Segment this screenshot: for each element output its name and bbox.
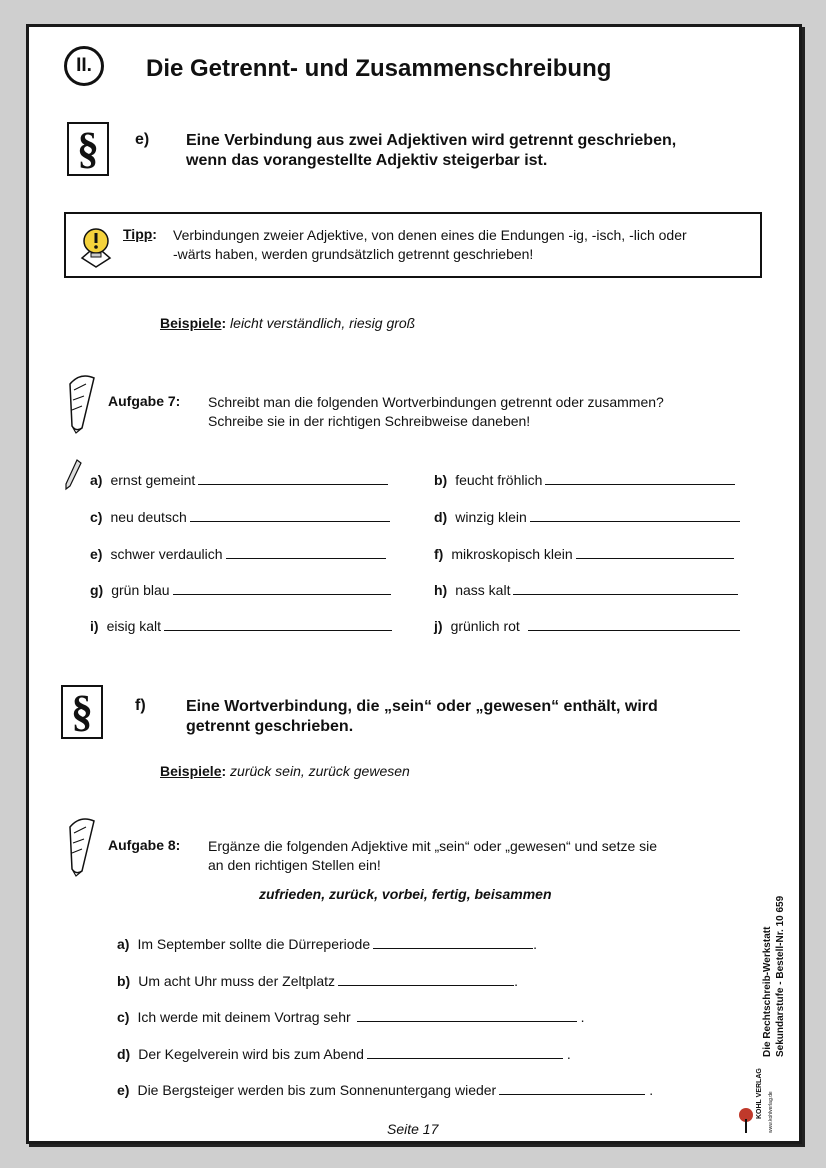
task8-label: Aufgabe 8: <box>108 837 181 853</box>
item-end: . <box>533 936 538 952</box>
task8-item-c[interactable] <box>117 1007 585 1025</box>
task7-item-a[interactable] <box>90 470 388 488</box>
answer-blank[interactable] <box>373 934 533 949</box>
item-letter: d) <box>434 509 448 525</box>
sidebar-line2: Sekundarstufe - Bestell-Nr. 10 659 <box>775 895 786 1057</box>
lightbulb-warning-icon <box>80 226 112 268</box>
item-text: Die Bergsteiger werden bis zum Sonnenuntergang wieder <box>137 1082 497 1098</box>
examples-label: Beispiele <box>160 315 222 331</box>
task7-item-g[interactable] <box>90 580 391 598</box>
task7-item-j[interactable] <box>434 616 740 634</box>
task7-item-c[interactable] <box>90 507 390 525</box>
task7-item-i[interactable] <box>90 616 392 634</box>
small-pencil-icon <box>64 459 82 491</box>
paragraph-icon: § <box>67 122 109 176</box>
task7-item-h[interactable] <box>434 580 738 598</box>
tip-box <box>64 212 762 278</box>
task8-item-e[interactable] <box>117 1080 653 1098</box>
item-letter: e) <box>90 546 103 562</box>
task7-text <box>208 393 664 431</box>
item-letter: c) <box>117 1009 130 1025</box>
examples-colon: : <box>221 763 227 779</box>
answer-blank[interactable] <box>198 470 388 485</box>
item-text: grünlich rot <box>450 618 520 634</box>
item-text: feucht fröhlich <box>455 472 543 488</box>
rule-e-text <box>186 131 676 171</box>
item-text: neu deutsch <box>110 509 187 525</box>
rule-f-line1: Eine Wortverbindung, die „sein“ oder „gewesen“ enthält, wird <box>186 698 658 715</box>
page-title: Die Getrennt- und Zusammenschreibung <box>146 55 612 82</box>
answer-blank[interactable] <box>190 507 390 522</box>
task7-item-b[interactable] <box>434 470 735 488</box>
worksheet-page <box>26 24 802 1144</box>
answer-blank[interactable] <box>499 1080 645 1095</box>
item-end: . <box>514 973 518 989</box>
task7-label: Aufgabe 7: <box>108 393 181 409</box>
tip-line1: Verbindungen zweier Adjektive, von denen eines die Endungen -ig, -isch, -lich oder <box>173 227 687 243</box>
tip-label: Tipp <box>123 226 153 242</box>
item-text: Ich werde mit deinem Vortrag sehr <box>137 1009 351 1025</box>
rule-e-line2: wenn das vorangestellte Adjektiv steigerbar ist. <box>186 152 548 169</box>
task7-item-d[interactable] <box>434 507 740 525</box>
task7-line2: Schreibe sie in der richtigen Schreibweise daneben! <box>208 413 531 429</box>
item-letter: a) <box>90 472 103 488</box>
item-end: . <box>566 1046 571 1062</box>
answer-blank[interactable] <box>164 616 392 631</box>
task8-line1: Ergänze die folgenden Adjektive mit „sein“ oder „gewesen“ und setze sie <box>208 838 658 854</box>
task7-line1: Schreibt man die folgenden Wortverbindungen getrennt oder zusammen? <box>208 394 664 410</box>
tip-label-wrap <box>123 226 157 244</box>
item-letter: i) <box>90 618 99 634</box>
publisher-url: www.kohlverlag.de <box>768 1091 774 1133</box>
answer-blank[interactable] <box>528 616 740 631</box>
task8-item-b[interactable] <box>117 971 518 989</box>
examples-label: Beispiele <box>160 763 222 779</box>
item-text: ernst gemeint <box>110 472 196 488</box>
item-end: . <box>580 1009 585 1025</box>
item-text: Im September sollte die Dürreperiode <box>137 936 371 952</box>
item-text: grün blau <box>111 582 170 598</box>
publisher-logo <box>738 1067 784 1135</box>
item-letter: j) <box>434 618 443 634</box>
item-letter: b) <box>434 472 448 488</box>
task7-item-e[interactable] <box>90 544 386 562</box>
task8-text <box>208 837 657 875</box>
answer-blank[interactable] <box>357 1007 577 1022</box>
examples-colon: : <box>221 315 227 331</box>
item-letter: g) <box>90 582 104 598</box>
word-bank: zufrieden, zurück, vorbei, fertig, beisammen <box>259 886 552 902</box>
item-text: nass kalt <box>455 582 511 598</box>
tip-text <box>173 226 687 264</box>
tip-colon: : <box>152 226 157 242</box>
answer-blank[interactable] <box>338 971 514 986</box>
page-number: Seite 17 <box>387 1121 439 1137</box>
rule-f-letter: f) <box>135 697 146 714</box>
section-numeral: II. <box>64 46 104 86</box>
item-text: winzig klein <box>455 509 527 525</box>
item-end: . <box>649 1082 654 1098</box>
tip-line2: -wärts haben, werden grundsätzlich getrennt geschrieben! <box>173 246 534 262</box>
examples-2 <box>160 763 410 781</box>
answer-blank[interactable] <box>173 580 391 595</box>
task7-item-f[interactable] <box>434 544 734 562</box>
item-letter: a) <box>117 936 130 952</box>
examples-text: zurück sein, zurück gewesen <box>226 763 410 779</box>
task8-item-a[interactable] <box>117 934 537 952</box>
item-letter: b) <box>117 973 131 989</box>
answer-blank[interactable] <box>367 1044 563 1059</box>
item-letter: d) <box>117 1046 131 1062</box>
item-letter: f) <box>434 546 444 562</box>
answer-blank[interactable] <box>226 544 386 559</box>
pencil-icon <box>62 813 100 877</box>
item-letter: h) <box>434 582 448 598</box>
sidebar-line1: Die Rechtschreib-Werkstatt <box>762 926 773 1057</box>
task8-item-d[interactable] <box>117 1044 571 1062</box>
item-text: schwer verdaulich <box>110 546 223 562</box>
rule-e-letter: e) <box>135 131 150 148</box>
examples-text: leicht verständlich, riesig groß <box>226 315 416 331</box>
rule-f-text <box>186 697 658 737</box>
item-letter: c) <box>90 509 103 525</box>
item-letter: e) <box>117 1082 130 1098</box>
examples-1 <box>160 315 415 333</box>
answer-blank[interactable] <box>545 470 735 485</box>
tree-icon <box>738 1105 754 1135</box>
answer-blank[interactable] <box>530 507 740 522</box>
pencil-icon <box>62 370 100 434</box>
publisher-name: KOHL VERLAG <box>756 1068 763 1119</box>
item-text: eisig kalt <box>106 618 162 634</box>
item-text: Der Kegelverein wird bis zum Abend <box>138 1046 364 1062</box>
paragraph-icon: § <box>61 685 103 739</box>
answer-blank[interactable] <box>513 580 738 595</box>
answer-blank[interactable] <box>576 544 734 559</box>
rule-e-line1: Eine Verbindung aus zwei Adjektiven wird getrennt geschrieben, <box>186 132 677 149</box>
rule-f-line2: getrennt geschrieben. <box>186 718 354 735</box>
item-text: Um acht Uhr muss der Zeltplatz <box>138 973 336 989</box>
item-text: mikroskopisch klein <box>451 546 573 562</box>
task8-line2: an den richtigen Stellen ein! <box>208 857 381 873</box>
